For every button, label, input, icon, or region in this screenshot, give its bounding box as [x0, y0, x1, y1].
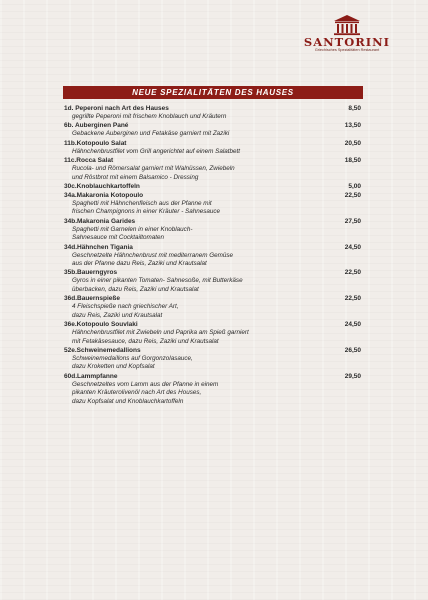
dish-name: 36d.Bauernspieße: [64, 295, 120, 303]
dish-price: 8,50: [348, 105, 361, 112]
dish-description: Sahnesauce mit Cocktailtomaten: [72, 234, 165, 242]
logo: [302, 14, 392, 53]
dish-price: 5,00: [348, 183, 361, 191]
logo-name: SANTORINI: [303, 35, 391, 49]
temple-icon: [332, 14, 362, 36]
dish-name: 30c.Knoblauchkartoffeln: [64, 183, 140, 191]
menu-item-header: [64, 294, 364, 303]
dish-price: 29,50: [344, 372, 361, 380]
dish-name: 60d.Lammpfanne: [64, 372, 118, 380]
menu-item: [64, 294, 364, 320]
dish-description: pikanten Kräuterolivenöl nach Art des Houses,: [72, 389, 202, 397]
menu-list: [64, 104, 364, 406]
dish-name: 34a.Makaronia Kotopoulo: [64, 192, 144, 200]
menu-item-header: [64, 320, 364, 329]
dish-name: 11c.Rocca Salat: [64, 157, 114, 165]
dish-price: 22,50: [344, 192, 361, 200]
menu-item: [64, 217, 364, 243]
menu-item: [64, 372, 364, 406]
dish-price: 24,50: [344, 321, 361, 329]
menu-item: [64, 139, 364, 156]
dish-description: mit Fetakäsesauce, dazu Reis, Zaziki und Krautsalat: [72, 337, 219, 345]
dish-description: Spaghetti mit Garnelen in einer Knoblauch-: [72, 225, 193, 233]
menu-item-header: [64, 243, 364, 252]
dish-description: aus der Pfanne dazu Reis, Zaziki und Krautsalat: [72, 260, 207, 268]
dish-price: 26,50: [344, 346, 361, 354]
dish-price: 22,50: [344, 269, 361, 277]
dish-description: überbacken, dazu Reis, Zaziki und Krautsalat: [72, 285, 199, 293]
menu-item: [64, 346, 364, 372]
dish-name: 34b.Makaronia Garides: [64, 217, 136, 225]
menu-item-header: [64, 346, 364, 355]
dish-price: 27,50: [344, 217, 361, 225]
dish-description: Hähnchenbrustfilet mit Zwiebeln und Paprika am Spieß garniert: [72, 329, 249, 337]
menu-item: [64, 243, 364, 269]
dish-price: 20,50: [344, 139, 361, 147]
section-title-banner: NEUE SPEZIALITÄTEN DES HAUSES: [63, 86, 363, 99]
menu-item-header: [64, 268, 364, 277]
dish-name: 11b.Kotopoulo Salat: [64, 139, 127, 147]
menu-item: [64, 268, 364, 294]
dish-description: dazu Reis, Zaziki und Krautsalat: [72, 311, 163, 319]
dish-price: 24,50: [344, 243, 361, 251]
menu-item-header: [64, 372, 364, 381]
dish-name: 35b.Bauerngyros: [64, 269, 118, 277]
menu-item-header: [64, 121, 364, 130]
dish-name: 36e.Kotopoulo Souvlaki: [64, 321, 138, 329]
menu-item-header: [64, 217, 364, 226]
menu-item-header: [64, 104, 364, 113]
dish-description: gegrillte Peperoni mit frischem Knoblauch und Kräutern: [72, 113, 227, 120]
menu-item-header: [64, 182, 364, 191]
dish-description: Geschnetzeltes vom Lamm aus der Pfanne in einem: [72, 380, 219, 388]
dish-description: Rucola- und Römersalat garniert mit Walnüssen, Zwiebeln: [72, 165, 235, 173]
menu-item-header: [64, 139, 364, 148]
dish-name: 52e.Schweinemedallions: [64, 346, 141, 354]
dish-description: Hähnchenbrustfilet vom Grill angerichtet auf einem Salatbett: [72, 147, 241, 155]
menu-item: [64, 121, 364, 138]
menu-item: [64, 191, 364, 217]
dish-name: 6b. Auberginen Pané: [64, 122, 129, 130]
dish-price: 13,50: [344, 122, 361, 130]
dish-price: 22,50: [344, 295, 361, 303]
dish-description: Schweinemedaillons auf Gorgonzolasauce,: [72, 354, 193, 362]
dish-description: dazu Kroketten und Kopfsalat: [72, 363, 155, 371]
dish-name: 34d.Hähnchen Tigania: [64, 243, 133, 251]
menu-item: [64, 156, 364, 182]
dish-description: frischen Champignons in einer Kräuter - Sahnesauce: [72, 208, 221, 216]
dish-price: 18,50: [344, 157, 361, 165]
dish-description: Gebackene Auberginen und Fetakäse garniert mit Zaziki: [72, 130, 230, 138]
dish-description: Geschnetzelte Hähnchenbrust mit mediterranem Gemüse: [72, 251, 233, 259]
menu-item-header: [64, 191, 364, 200]
dish-description: und Röstbrot mit einem Balsamico - Dressing: [72, 173, 199, 181]
menu-item-header: [64, 156, 364, 165]
dish-name: 1d. Peperoni nach Art des Hauses: [64, 105, 169, 112]
dish-description: dazu Kopfsalat und Knoblauchkartoffeln: [72, 397, 184, 405]
dish-description: 4 Fleischspieße nach griechischer Art,: [72, 303, 179, 311]
logo-subtitle: Griechisches Spezialitäten Restaurant: [314, 48, 380, 52]
dish-description: Gyros in einer pikanten Tomaten- Sahnesoße, mit Butterkäse: [72, 277, 243, 285]
menu-item: [64, 104, 364, 121]
menu-item: [64, 182, 364, 191]
dish-description: Spaghetti mit Hähnchenfleisch aus der Pfanne mit: [72, 200, 212, 208]
menu-item: [64, 320, 364, 346]
